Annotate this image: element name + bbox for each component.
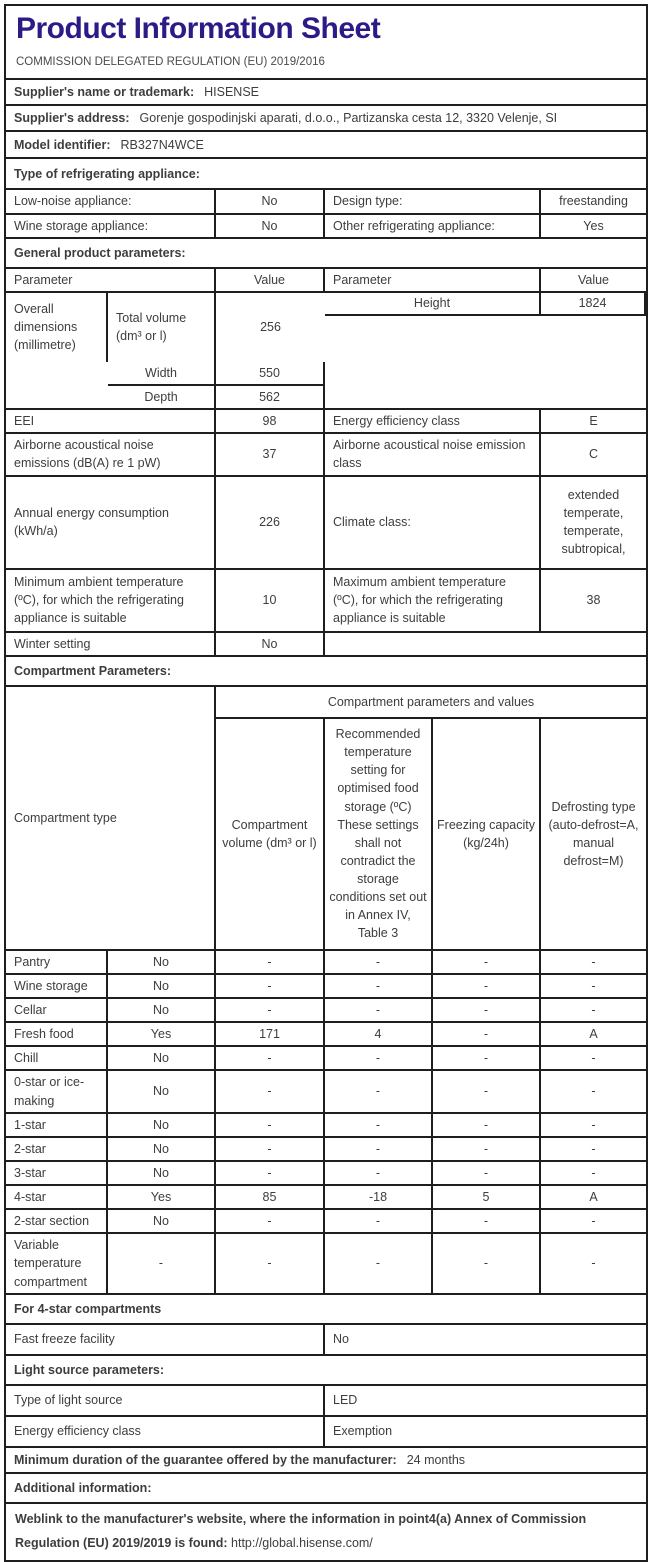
compartment-present: No — [108, 1047, 216, 1069]
compartment-present: No — [108, 999, 216, 1021]
compartment-volume: - — [216, 951, 325, 973]
dimension-height-value: 1824 — [541, 293, 646, 316]
param-header-2: Parameter — [325, 269, 541, 291]
compartment-temp: - — [325, 1234, 433, 1292]
compartment-present: - — [108, 1234, 216, 1292]
compartment-name: 2-star — [6, 1138, 108, 1160]
compartment-capacity: - — [433, 1138, 541, 1160]
dimension-depth-label: Depth — [108, 386, 216, 408]
light-energy-class-value: Exemption — [333, 1424, 393, 1439]
compartment-name: 3-star — [6, 1162, 108, 1184]
compartment-defrost: A — [589, 1027, 598, 1042]
eei-value: 98 — [216, 410, 325, 432]
compartment-volume: - — [216, 999, 325, 1021]
compartment-name: Pantry — [6, 951, 108, 973]
value-header-2: Value — [577, 272, 610, 287]
compartment-present: No — [108, 1138, 216, 1160]
freezing-capacity-header: Freezing capacity (kg/24h) — [433, 719, 541, 949]
total-volume-value: 256 — [260, 320, 281, 335]
noise-emissions-value: 37 — [216, 434, 325, 474]
noise-class-value: C — [588, 447, 599, 462]
compartment-defrost: - — [591, 1214, 596, 1229]
low-noise-value: No — [216, 190, 325, 212]
table-row — [6, 1162, 646, 1186]
fast-freeze-value: No — [333, 1332, 349, 1347]
compartment-name: Wine storage — [6, 975, 108, 997]
type-section-heading: Type of refrigerating appliance: — [14, 166, 200, 181]
winter-setting-value: No — [216, 633, 325, 655]
compartment-temp: - — [325, 951, 433, 973]
winter-setting-label: Winter setting — [6, 633, 216, 655]
model-identifier-row — [6, 132, 646, 157]
table-row — [6, 434, 646, 476]
guarantee-row — [6, 1448, 646, 1472]
compartment-header-block — [6, 687, 646, 951]
compartment-capacity: - — [433, 999, 541, 1021]
table-row — [6, 1071, 646, 1113]
compartment-volume: 85 — [216, 1186, 325, 1208]
light-section-heading: Light source parameters: — [14, 1362, 165, 1377]
table-row — [6, 951, 646, 975]
compartment-capacity: - — [433, 975, 541, 997]
compartment-capacity: 5 — [433, 1186, 541, 1208]
table-row — [6, 999, 646, 1023]
page-title: Product Information Sheet — [16, 12, 381, 45]
compartment-volume: - — [216, 1210, 325, 1232]
general-section-heading: General product parameters: — [14, 245, 186, 260]
compartment-type-header: Compartment type — [6, 687, 216, 949]
guarantee-label: Minimum duration of the guarantee offered by the manufacturer: — [14, 1452, 397, 1467]
climate-class-value: extended temperate, temperate, subtropical, — [561, 487, 626, 557]
energy-class-value: E — [589, 414, 598, 429]
compartment-name: 1-star — [6, 1114, 108, 1136]
compartment-capacity: - — [433, 1114, 541, 1136]
compartment-volume: - — [216, 1047, 325, 1069]
table-header-row — [6, 269, 646, 293]
supplier-address-value: Gorenje gospodinjski aparati, d.o.o., Partizanska cesta 12, 3320 Velenje, SI — [139, 111, 558, 126]
other-refrigerating-label: Other refrigerating appliance: — [325, 215, 541, 237]
compartment-temp: - — [325, 1162, 433, 1184]
table-row — [6, 975, 646, 999]
compartment-present: No — [108, 951, 216, 973]
table-row — [6, 1138, 646, 1162]
other-refrigerating-value: Yes — [583, 218, 604, 233]
compartment-volume: - — [216, 1162, 325, 1184]
overall-dimensions-label: Overall dimensions (millimetre) — [6, 293, 108, 362]
product-information-sheet — [4, 4, 648, 1562]
title-block — [6, 6, 646, 78]
compartment-present: No — [108, 1162, 216, 1184]
table-row — [6, 1114, 646, 1138]
compartment-volume: - — [216, 1114, 325, 1136]
table-row — [6, 477, 646, 570]
annual-energy-label: Annual energy consumption (kWh/a) — [6, 477, 216, 568]
table-row — [6, 570, 646, 633]
energy-class-label: Energy efficiency class — [325, 410, 541, 432]
eei-label: EEI — [6, 410, 216, 432]
table-row — [6, 1023, 646, 1047]
weblink-url: http://global.hisense.com/ — [231, 1535, 373, 1550]
table-row — [6, 410, 646, 434]
compartment-temp: - — [325, 1071, 433, 1111]
wine-storage-appliance-value: No — [216, 215, 325, 237]
total-volume-label: Total volume (dm³ or l) — [108, 293, 216, 362]
compartment-present: No — [108, 975, 216, 997]
compartment-name: 2-star section — [6, 1210, 108, 1232]
compartment-temp: - — [325, 1210, 433, 1232]
table-row — [6, 1210, 646, 1234]
compartment-temp: -18 — [325, 1186, 433, 1208]
table-row — [6, 1386, 646, 1417]
low-noise-label: Low-noise appliance: — [6, 190, 216, 212]
compartment-name: Cellar — [6, 999, 108, 1021]
light-source-type-label: Type of light source — [6, 1386, 325, 1415]
table-row — [6, 633, 646, 657]
compartment-capacity: - — [433, 951, 541, 973]
compartment-name: Fresh food — [6, 1023, 108, 1045]
wine-storage-appliance-label: Wine storage appliance: — [6, 215, 216, 237]
compartment-volume: 171 — [216, 1023, 325, 1045]
supplier-address-label: Supplier's address: — [14, 111, 130, 126]
compartment-name: Variable temperature compartment — [6, 1234, 108, 1292]
compartment-defrost: - — [591, 978, 596, 993]
compartment-defrost: - — [591, 1165, 596, 1180]
compartment-capacity: - — [433, 1071, 541, 1111]
supplier-address-row — [6, 106, 646, 130]
table-row — [6, 1047, 646, 1071]
recommended-temp-header: Recommended temperature setting for optimised food storage (ºC) These settings shall not contradict the storage conditions set out in Annex IV, Table 3 — [325, 719, 433, 949]
dimension-width-label: Width — [108, 362, 216, 386]
compartment-present: No — [108, 1210, 216, 1232]
compartment-capacity: - — [433, 1023, 541, 1045]
compartment-volume: - — [216, 975, 325, 997]
compartment-defrost: - — [591, 1084, 596, 1099]
light-source-type-value: LED — [333, 1393, 358, 1408]
supplier-name-label: Supplier's name or trademark: — [14, 85, 195, 100]
annual-energy-value: 226 — [216, 477, 325, 568]
regulation-subtitle: COMMISSION DELEGATED REGULATION (EU) 2019/2016 — [16, 55, 325, 68]
compartment-name: Chill — [6, 1047, 108, 1069]
design-type-value: freestanding — [559, 194, 628, 209]
table-row — [6, 1325, 646, 1356]
compartment-defrost: - — [591, 1003, 596, 1018]
dimension-width-value: 550 — [216, 362, 325, 386]
fast-freeze-label: Fast freeze facility — [6, 1325, 325, 1354]
guarantee-value: 24 months — [406, 1452, 466, 1467]
compartment-present: No — [108, 1114, 216, 1136]
compartment-section-heading: Compartment Parameters: — [14, 663, 171, 678]
dimension-height-label: Height — [325, 293, 541, 316]
table-row — [6, 1234, 646, 1294]
additional-info-heading: Additional information: — [14, 1481, 152, 1496]
min-ambient-temp-label: Minimum ambient temperature (ºC), for which the refrigerating appliance is suitable — [6, 570, 216, 631]
table-row — [6, 1186, 646, 1210]
compartment-defrost: - — [591, 1256, 596, 1271]
four-star-section-heading: For 4-star compartments — [14, 1301, 162, 1316]
compartment-defrost: - — [591, 1117, 596, 1132]
compartment-volume: - — [216, 1234, 325, 1292]
light-energy-class-label: Energy efficiency class — [6, 1417, 325, 1446]
compartment-temp: - — [325, 1138, 433, 1160]
compartment-defrost: A — [589, 1190, 598, 1205]
supplier-name-value: HISENSE — [204, 85, 260, 100]
compartment-name: 4-star — [6, 1186, 108, 1208]
compartment-present: Yes — [108, 1023, 216, 1045]
value-header-1: Value — [216, 269, 325, 291]
noise-emissions-label: Airborne acoustical noise emissions (dB(A) re 1 pW) — [6, 434, 216, 474]
compartment-temp: - — [325, 999, 433, 1021]
compartment-capacity: - — [433, 1047, 541, 1069]
max-ambient-temp-label: Maximum ambient temperature (ºC), for which the refrigerating appliance is suitable — [325, 570, 541, 631]
model-identifier-label: Model identifier: — [14, 137, 111, 152]
compartment-volume: - — [216, 1071, 325, 1111]
compartment-capacity: - — [433, 1210, 541, 1232]
compartment-defrost: - — [591, 954, 596, 969]
compartment-temp: 4 — [325, 1023, 433, 1045]
param-header-1: Parameter — [6, 269, 216, 291]
max-ambient-temp-value: 38 — [586, 592, 601, 607]
weblink-row — [6, 1504, 646, 1560]
compartment-name: 0-star or ice-making — [6, 1071, 108, 1111]
compartment-capacity: - — [433, 1162, 541, 1184]
compartment-present: Yes — [108, 1186, 216, 1208]
compartment-defrost: - — [591, 1141, 596, 1156]
compartment-temp: - — [325, 1047, 433, 1069]
model-identifier-value: RB327N4WCE — [120, 137, 204, 152]
compartment-volume: - — [216, 1138, 325, 1160]
dimensions-block — [6, 293, 646, 410]
winter-setting-empty-cell — [325, 633, 646, 655]
dimension-depth-value: 562 — [216, 386, 325, 408]
noise-class-label: Airborne acoustical noise emission class — [325, 434, 541, 474]
compartment-defrost: - — [591, 1051, 596, 1066]
supplier-name-row — [6, 80, 646, 104]
compartment-present: No — [108, 1071, 216, 1111]
table-row — [6, 190, 646, 214]
table-row — [6, 215, 646, 239]
compartment-span-header: Compartment parameters and values — [216, 687, 646, 719]
compartment-volume-header: Compartment volume (dm³ or l) — [216, 719, 325, 949]
weblink-label: Weblink to the manufacturer's website, where the information in point4(a) Annex of Commission Regulation (EU) 2019/2019 is found: — [15, 1512, 587, 1550]
table-row — [6, 1417, 646, 1448]
compartment-temp: - — [325, 1114, 433, 1136]
compartment-capacity: - — [433, 1234, 541, 1292]
design-type-label: Design type: — [325, 190, 541, 212]
min-ambient-temp-value: 10 — [216, 570, 325, 631]
defrosting-type-header: Defrosting type (auto-defrost=A, manual defrost=M) — [548, 799, 639, 868]
climate-class-label: Climate class: — [325, 477, 541, 568]
compartment-temp: - — [325, 975, 433, 997]
